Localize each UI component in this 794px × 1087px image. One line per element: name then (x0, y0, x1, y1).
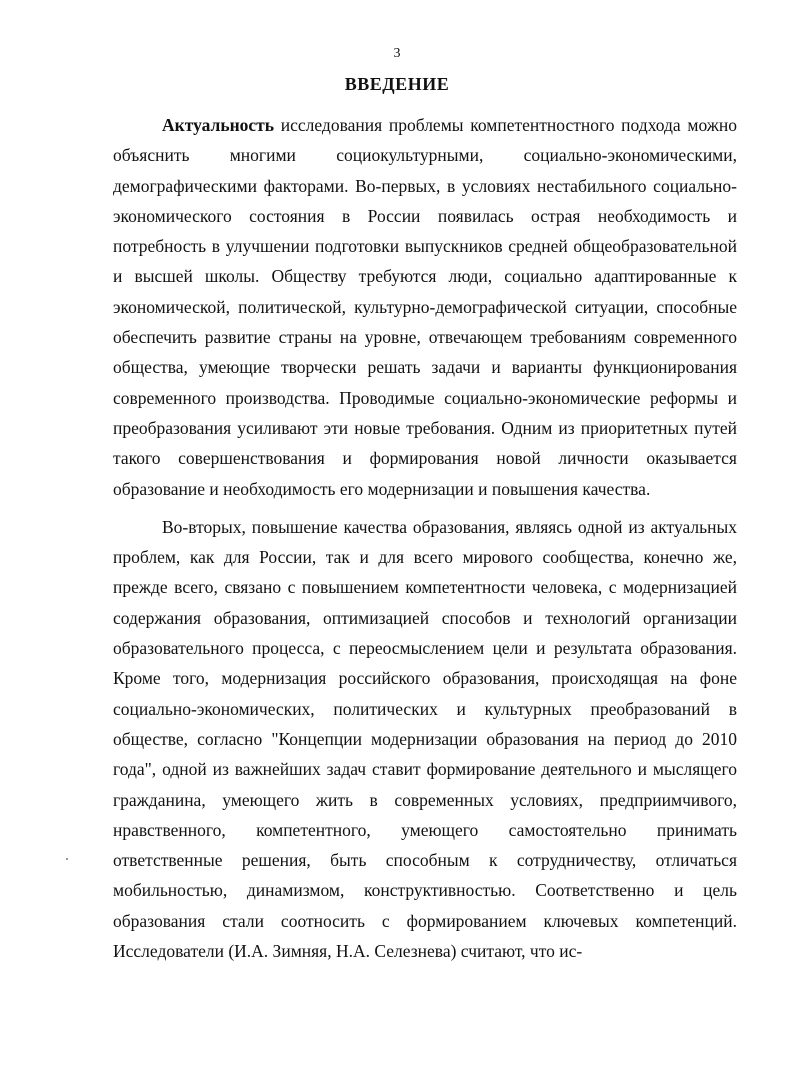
section-heading: ВВЕДЕНИЕ (344, 74, 450, 94)
body-text (113, 110, 737, 966)
paragraph-text: Во-вторых, повышение качества образования, являясь одной из актуальных проблем, как для России, так и для всего мирового сообщества, конечно же, прежде всего, связано с повышением компетентности человека, с модернизацией содержания образования, оптимизацией способов и технологий организации образовательного процесса, с переосмыслением цели и результата образования. Кроме того, модернизация российского образования, происходящая на фоне социально-экономических, политических и культурных преобразований в обществе, согласно "Концепции модернизации образования на период до 2010 года", одной из важнейших задач ставит формирование деятельного и мыслящего гражданина, умеющего жить в современных условиях, предприимчивого, нравственного, компетентного, умеющего самостоятельно принимать ответственные решения, быть способным к сотрудничеству, отличаться мобильностью, динамизмом, конструктивностью. Соответственно и цель образования стали соотносить с формированием ключевых компетенций. Исследователи (И.А. Зимняя, Н.А. Селезнева) считают, что ис- (113, 516, 737, 962)
paragraph-secondly (113, 512, 737, 966)
paragraph-text: исследования проблемы компетентностного подхода можно объяснить многими социокультурными, социально-экономическими, демографическими факторами. Во-первых, в условиях нестабильного социально-экономического состояния в России появилась острая необходимость и потребность в улучшении подготовки выпускников средней общеобразовательной и высшей школы. Обществу требуются люди, социально адаптированные к экономической, политической, культурно-демографической ситуации, способные обеспечить развитие страны на уровне, отвечающем требованиям современного общества, умеющие творчески решать задачи и варианты функционирования современного производства. Проводимые социально-экономические реформы и преобразования усиливают эти новые требования. Одним из приоритетных путей такого совершенствования и формирования новой личности оказывается образование и необходимость его модернизации и повышения качества. (113, 115, 737, 499)
margin-speck (66, 858, 68, 860)
page-number: 3 (393, 46, 401, 61)
paragraph-relevance (113, 110, 737, 504)
lead-term: Актуальность (162, 115, 275, 135)
